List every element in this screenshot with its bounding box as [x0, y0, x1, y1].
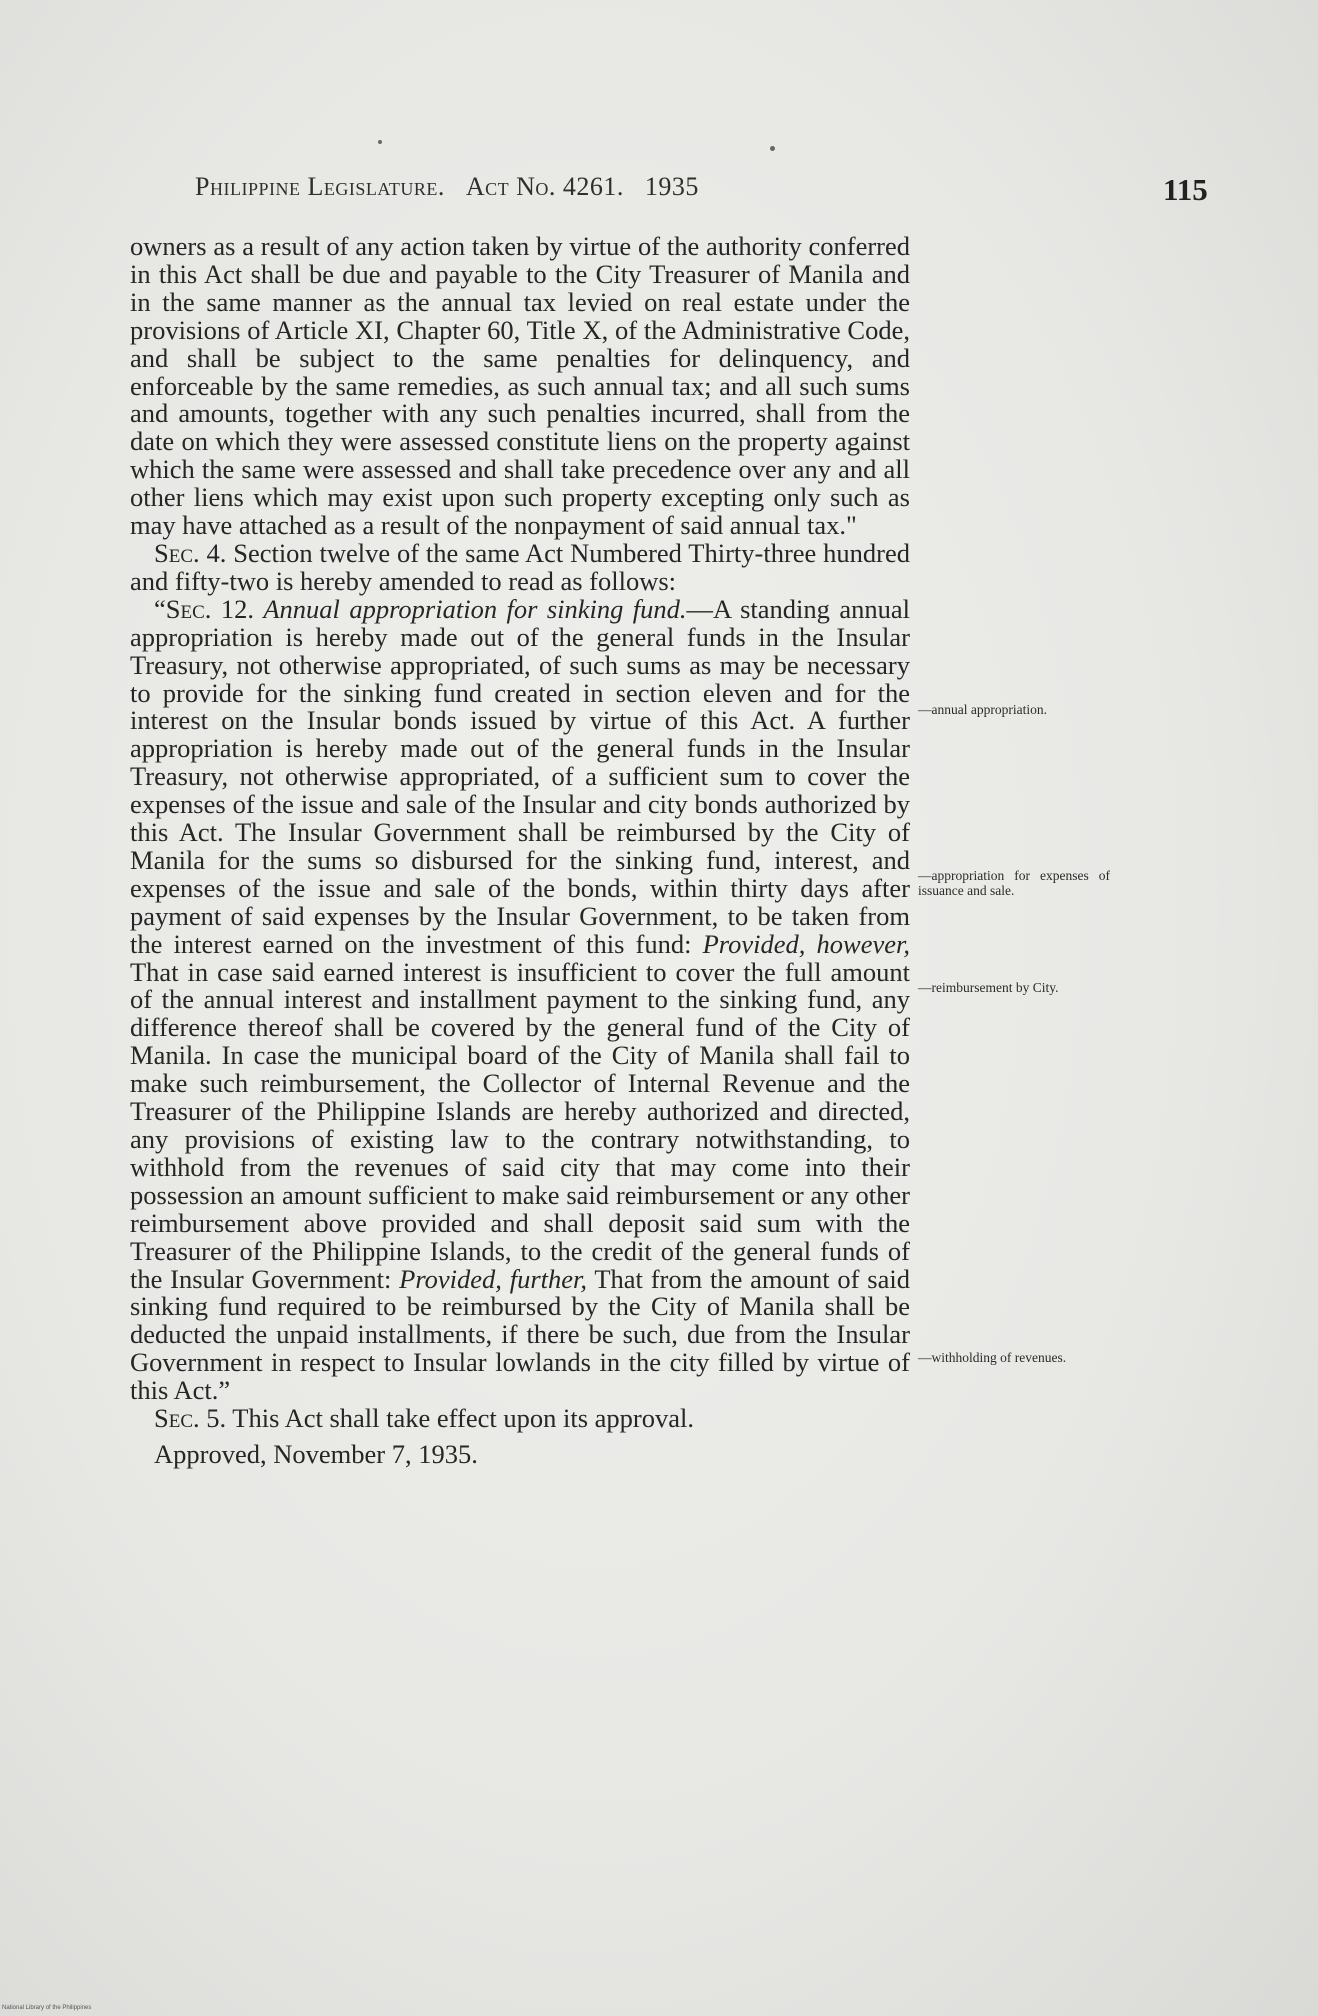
margin-note-annual-appropriation: —annual appropriation. [918, 702, 1047, 717]
section-4-label: Sec. 4. [154, 537, 227, 568]
section-4-paragraph [130, 537, 910, 596]
proviso-however: Provided, however, [702, 928, 910, 959]
margin-note-expenses: —appropriation for expenses of issuance and sale. [918, 868, 1110, 898]
section-4-text: Section twelve of the same Act Numbered Thirty-three hundred and fifty-two is hereby amended to read as follows: [130, 537, 910, 596]
section-5-label: Sec. 5. [154, 1403, 227, 1434]
page-number: 115 [1163, 172, 1208, 207]
footer-credit: National Library of the Philippines [2, 2005, 92, 2011]
section-5-paragraph [130, 1405, 910, 1433]
section-5-text: This Act shall take effect upon its approval. [226, 1403, 694, 1434]
open-quote: “ [154, 593, 166, 624]
body-text [130, 233, 910, 1469]
act-number: Act No. 4261. [465, 172, 624, 201]
header-year: 1935 [644, 172, 699, 201]
section-12-paragraph [130, 593, 910, 1406]
section-12-text-2: That in case said earned interest is insufficient to cover the full amount of the annual interest and installment payment to the sinking fund, any difference thereof shall be covered by the general fund of the City of Manila. In case the municipal board of the City of Manila shall fail to make such reimbursement, the Collector of Internal Revenue and the Treasurer of the Philippine Islands are hereby authorized and directed, any provisions of existing law to the contrary notwithstanding, to withhold from the revenues of said city that may come into their possession an amount sufficient to make said reimbursement or any other reimbursement above provided and shall deposit said sum with the Treasurer of the Philippine Islands, to the credit of the general funds of the Insular Government: [130, 956, 910, 1294]
section-12-title: Annual appropriation for sinking fund. [263, 593, 687, 624]
running-header [195, 172, 699, 202]
margin-note-reimbursement: —reimbursement by City. [918, 980, 1059, 995]
paper-speck [770, 146, 775, 151]
section-12-text-1: —A standing annual appropriation is hereby made out of the general funds in the Insular Treasury, not otherwise appropriated, of such sums as may be necessary to provide for the sinking fund created in section eleven and for the interest on the Insular bonds issued by virtue of this Act. A further appropriation is hereby made out of the general funds in the Insular Treasury, not otherwise appropriated, of a sufficient sum to cover the expenses of the issue and sale of the Insular and city bonds authorized by this Act. The Insular Government shall be reimbursed by the City of Manila for the sums so disbursed for the sinking fund, interest, and expenses of the issue and sale of the bonds, within thirty days after payment of said expenses by the Insular Government, to be taken from the interest earned on the investment of this fund: [130, 593, 910, 959]
section-12-text-3: That from the amount of said sinking fund required to be reimbursed by the City of Manila shall be deducted the unpaid installments, if there be such, due from the Insular Government in respect to Insular lowlands in the city filled by virtue of this Act.” [130, 1263, 910, 1406]
running-title: Philippine Legislature. [195, 172, 445, 201]
paper-speck [378, 140, 382, 144]
paragraph-continued: owners as a result of any action taken by virtue of the authority conferred in this Act shall be due and payable to the City Treasurer of Manila and in the same manner as the annual tax levied on real estate under the provisions of Article XI, Chapter 60, Title X, of the Administrative Code, and shall be subject to the same penalties for delinquency, and enforceable by the same remedies, as such annual tax; and all such sums and amounts, together with any such penalties incurred, shall from the date on which they were assessed constitute liens on the property against which the same were assessed and shall take precedence over any and all other liens which may exist upon such property excepting only such as may have attached as a result of the nonpayment of said annual tax." [130, 231, 910, 541]
margin-note-withholding: —withholding of revenues. [918, 1350, 1067, 1365]
approval-line: Approved, November 7, 1935. [154, 1438, 478, 1469]
section-12-label: Sec. 12. [165, 593, 254, 624]
proviso-further: Provided, further, [399, 1263, 588, 1294]
